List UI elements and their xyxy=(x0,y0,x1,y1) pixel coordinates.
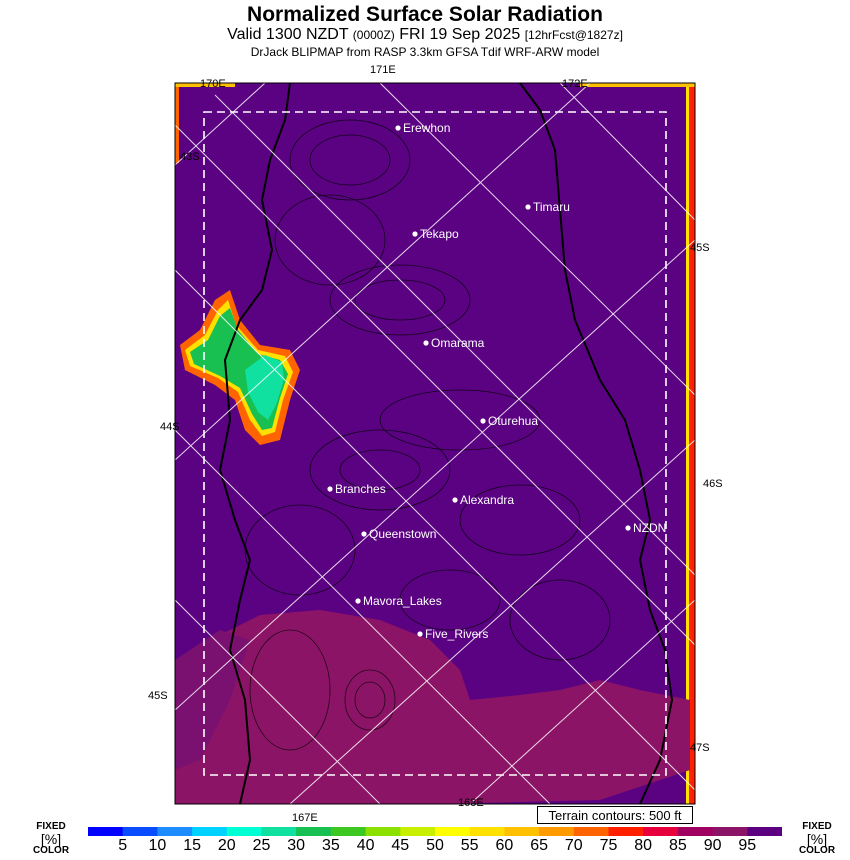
place-label: Oturehua xyxy=(488,414,539,428)
colorbar-swatch xyxy=(504,827,539,836)
place-label: Queenstown xyxy=(369,527,437,541)
color-label: COLOR xyxy=(32,845,70,856)
place-dot xyxy=(412,231,417,236)
colorbar-swatch xyxy=(643,827,678,836)
forecast-time: [12hrFcst@1827z] xyxy=(524,28,623,42)
colorbar-tick-label: 90 xyxy=(703,837,722,854)
grid-label-47s: 47S xyxy=(690,742,710,754)
colorbar-tick-label: 85 xyxy=(668,837,687,854)
place-label: Alexandra xyxy=(460,493,515,507)
colorbar-swatch xyxy=(609,827,644,836)
terrain-contours-note: Terrain contours: 500 ft xyxy=(537,806,693,824)
place-dot xyxy=(423,340,428,345)
grid-label-43s: 43S xyxy=(180,151,200,163)
colorbar-swatch xyxy=(262,827,297,836)
colorbar-tick-label: 95 xyxy=(738,837,757,854)
grid-label-44s: 44S xyxy=(160,421,180,433)
colorbar-tick-label: 40 xyxy=(356,837,375,854)
place-label: Branches xyxy=(335,482,386,496)
place-queenstown xyxy=(361,527,436,541)
place-mavora-lakes xyxy=(355,594,441,608)
colorbar-swatch xyxy=(157,827,192,836)
place-timaru xyxy=(525,200,569,214)
valid-date: FRI 19 Sep 2025 xyxy=(399,26,521,43)
grid-label-168e: 168E xyxy=(458,797,484,809)
place-dot xyxy=(452,497,457,502)
colorbar-tick-label: 65 xyxy=(530,837,548,854)
colorbar-tick-label: 70 xyxy=(564,837,583,854)
colorbar-swatch xyxy=(227,827,262,836)
place-dot xyxy=(327,486,332,491)
place-tekapo xyxy=(412,227,459,241)
grid-label-45s-left: 45S xyxy=(148,690,168,702)
colorbar-tick-label: 75 xyxy=(599,837,618,854)
place-label: Erewhon xyxy=(403,121,451,135)
colorbar-swatch xyxy=(713,827,748,836)
valid-main: Valid 1300 NZDT xyxy=(227,26,349,43)
map-title: Normalized Surface Solar Radiation xyxy=(247,3,603,26)
colorbar-left-label xyxy=(28,822,74,856)
grid-label-171e: 171E xyxy=(370,64,396,76)
colorbar-swatch xyxy=(296,827,331,836)
place-branches xyxy=(327,482,385,496)
fixed-label: FIXED xyxy=(36,821,66,832)
place-dot xyxy=(395,125,400,130)
place-alexandra xyxy=(452,493,514,507)
place-erewhon xyxy=(395,121,450,135)
colorbar-right-label xyxy=(794,822,840,856)
place-dot xyxy=(355,598,360,603)
grid-label-45s-right: 45S xyxy=(690,242,710,254)
place-dot xyxy=(625,525,630,530)
colorbar-tick-label: 5 xyxy=(118,837,128,854)
colorbar-tick-label: 80 xyxy=(634,837,653,854)
colorbar-tick-label: 60 xyxy=(495,837,514,854)
grid-label-167e: 167E xyxy=(292,812,318,824)
colorbar-tick-label: 55 xyxy=(460,837,479,854)
colorbar-swatch xyxy=(747,827,782,836)
colorbar-tick-label: 10 xyxy=(148,837,167,854)
colorbar-tick-label: 15 xyxy=(183,837,201,854)
colorbar-swatch xyxy=(678,827,713,836)
colorbar-tick-label: 45 xyxy=(391,837,410,854)
colorbar-swatch xyxy=(435,827,470,836)
place-dot xyxy=(361,531,366,536)
edge-artifact-left xyxy=(175,83,179,163)
colorbar xyxy=(88,827,782,836)
grid-label-170e: 170E xyxy=(200,78,226,90)
colorbar-swatch xyxy=(366,827,401,836)
colorbar-swatch xyxy=(470,827,505,836)
edge-artifact-right xyxy=(689,83,695,804)
grid-label-172e: 172E xyxy=(562,78,588,90)
place-label: Timaru xyxy=(533,200,570,214)
colorbar-tick-label: 50 xyxy=(426,837,444,854)
place-label: Mavora_Lakes xyxy=(363,594,442,608)
percent-label: [%] xyxy=(40,831,62,847)
colorbar-tick-label: 30 xyxy=(287,837,306,854)
colorbar-swatch xyxy=(88,827,123,836)
model-subtitle: DrJack BLIPMAP from RASP 3.3km GFSA Tdif WRF-ARW model xyxy=(250,45,600,59)
colorbar-swatch xyxy=(539,827,574,836)
place-dot xyxy=(480,418,485,423)
edge-artifact-top-right xyxy=(580,83,695,87)
color-label: COLOR xyxy=(798,845,836,856)
colorbar-swatch xyxy=(123,827,158,836)
place-label: Tekapo xyxy=(420,227,459,241)
colorbar-swatch xyxy=(331,827,366,836)
place-label: Omarama xyxy=(431,336,485,350)
colorbar-tick-label: 25 xyxy=(252,837,271,854)
colorbar-swatch xyxy=(574,827,609,836)
place-oturehua xyxy=(480,414,538,428)
place-five-rivers xyxy=(417,627,488,641)
place-label: NZDN xyxy=(633,521,667,535)
valid-utc: (0000Z) xyxy=(352,28,395,42)
fixed-label: FIXED xyxy=(802,821,832,832)
place-dot xyxy=(417,631,422,636)
colorbar-tick-label: 20 xyxy=(217,837,236,854)
place-label: Five_Rivers xyxy=(425,627,489,641)
grid-label-46s: 46S xyxy=(703,478,723,490)
place-omarama xyxy=(423,336,484,350)
colorbar-swatch xyxy=(400,827,435,836)
colorbar-tick-label: 35 xyxy=(321,837,340,854)
place-dot xyxy=(525,204,530,209)
edge-artifact-right-inner xyxy=(686,83,689,804)
colorbar-swatch xyxy=(192,827,227,836)
percent-label: [%] xyxy=(806,831,828,847)
